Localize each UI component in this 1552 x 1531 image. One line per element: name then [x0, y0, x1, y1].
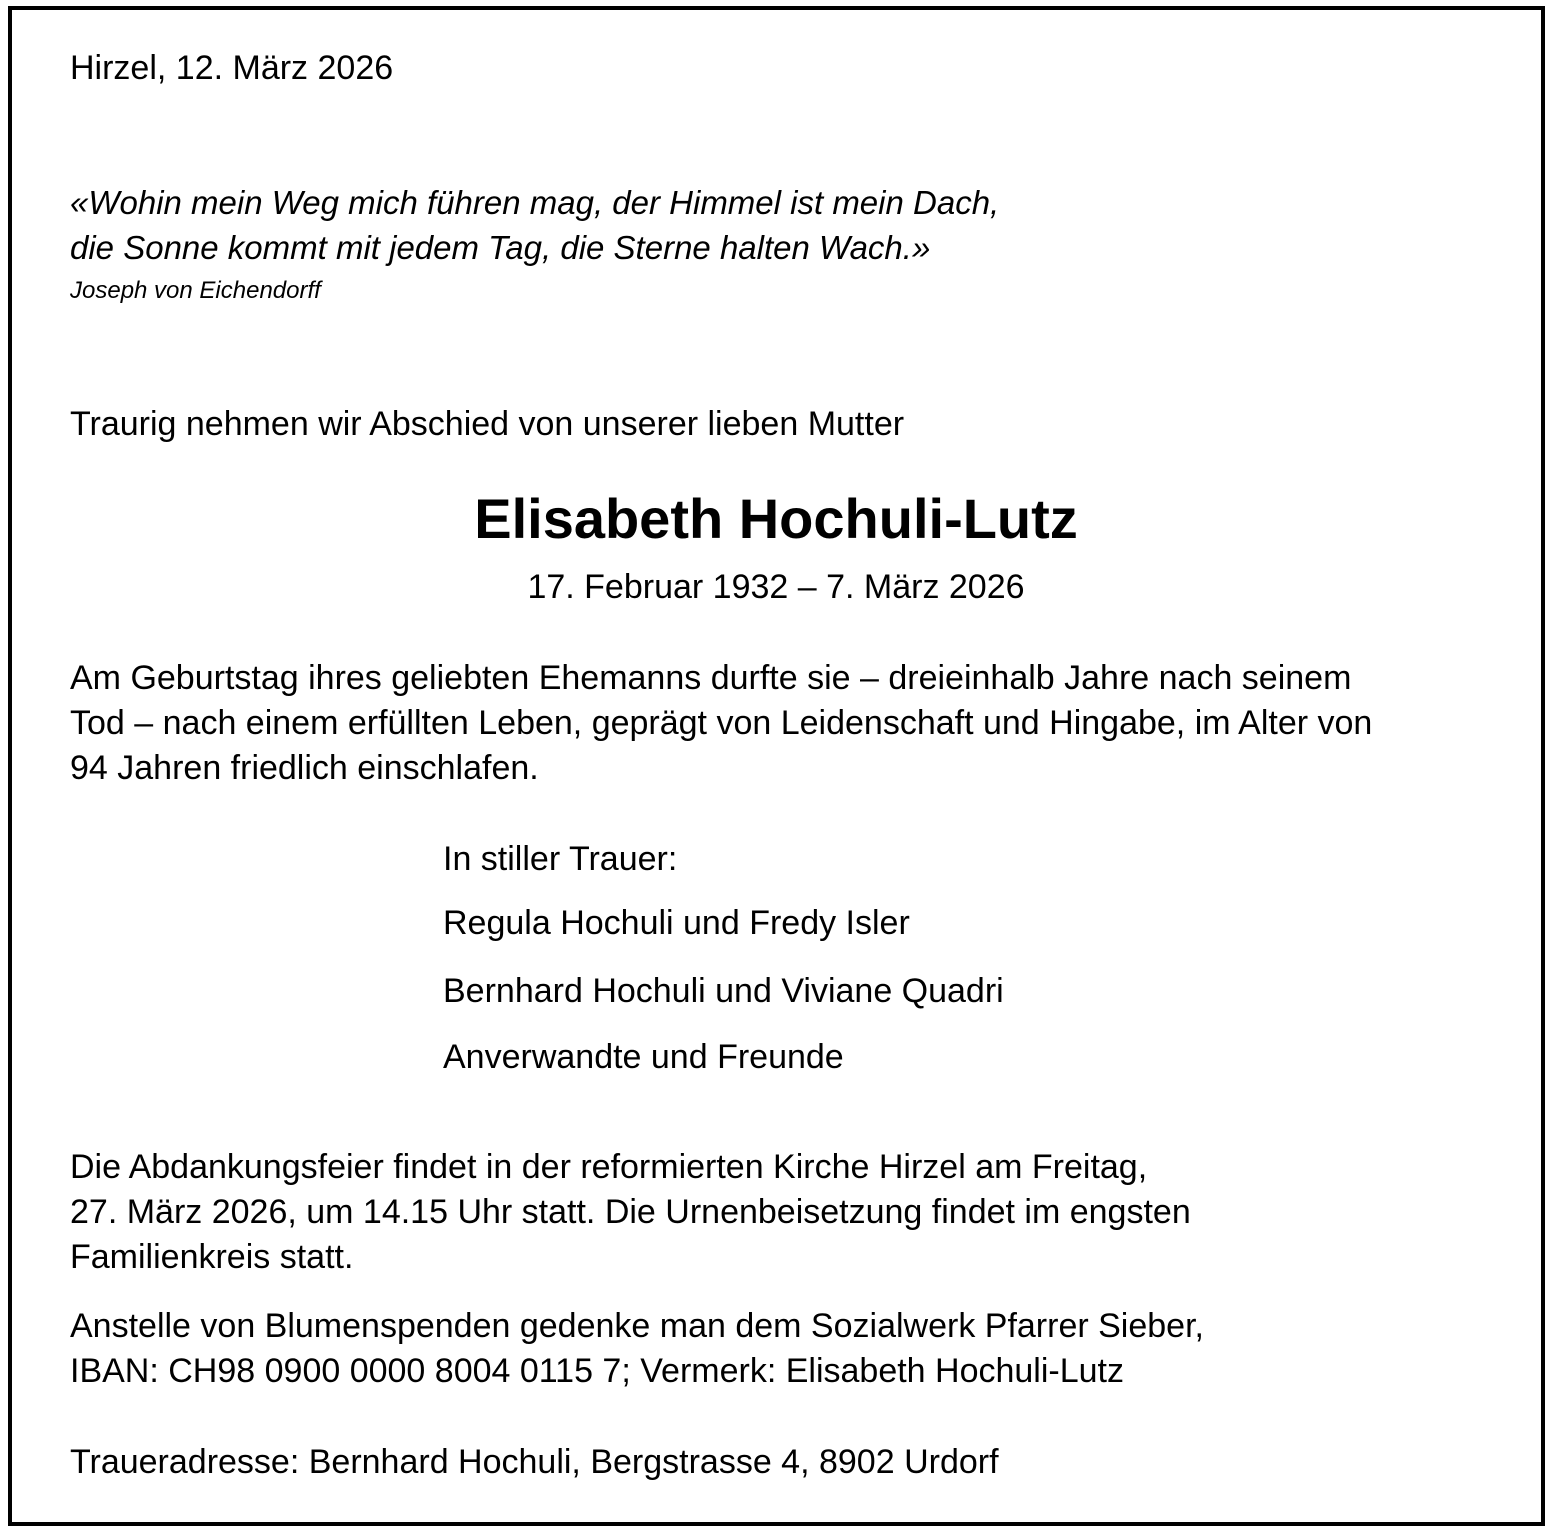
quote-line-1: «Wohin mein Weg mich führen mag, der Himmel ist mein Dach,	[70, 184, 1000, 221]
deceased-dates: 17. Februar 1932 – 7. März 2026	[527, 568, 1025, 606]
message-line-1: Am Geburtstag ihres geliebten Ehemanns durfte sie – dreieinhalb Jahre nach seinem	[70, 659, 1352, 697]
quote-author: Joseph von Eichendorff	[70, 277, 321, 304]
deceased-name: Elisabeth Hochuli-Lutz	[474, 487, 1078, 550]
donation-line-2: IBAN: CH98 0900 0000 8004 0115 7; Vermerk: Elisabeth Hochuli-Lutz	[70, 1352, 1124, 1390]
mourning-address: Traueradresse: Bernhard Hochuli, Bergstrasse 4, 8902 Urdorf	[70, 1443, 999, 1481]
mourner-name: Regula Hochuli und Fredy Isler	[443, 904, 910, 942]
donation-line-1: Anstelle von Blumenspenden gedenke man dem Sozialwerk Pfarrer Sieber,	[70, 1307, 1204, 1345]
ceremony-line-2: 27. März 2026, um 14.15 Uhr statt. Die Urnenbeisetzung findet im engsten	[70, 1193, 1191, 1231]
quote-line-2: die Sonne kommt mit jedem Tag, die Sterne halten Wach.»	[70, 229, 931, 266]
place-date: Hirzel, 12. März 2026	[70, 49, 394, 87]
message-line-3: 94 Jahren friedlich einschlafen.	[70, 749, 539, 787]
mourner-name: Anverwandte und Freunde	[443, 1038, 844, 1076]
mourners-heading: In stiller Trauer:	[443, 840, 678, 878]
ceremony-line-3: Familienkreis statt.	[70, 1238, 354, 1276]
mourner-name: Bernhard Hochuli und Viviane Quadri	[443, 972, 1004, 1010]
ceremony-line-1: Die Abdankungsfeier findet in der reformierten Kirche Hirzel am Freitag,	[70, 1148, 1148, 1186]
message-line-2: Tod – nach einem erfüllten Leben, geprägt von Leidenschaft und Hingabe, im Alter von	[70, 704, 1373, 742]
intro-text: Traurig nehmen wir Abschied von unserer lieben Mutter	[70, 405, 905, 443]
